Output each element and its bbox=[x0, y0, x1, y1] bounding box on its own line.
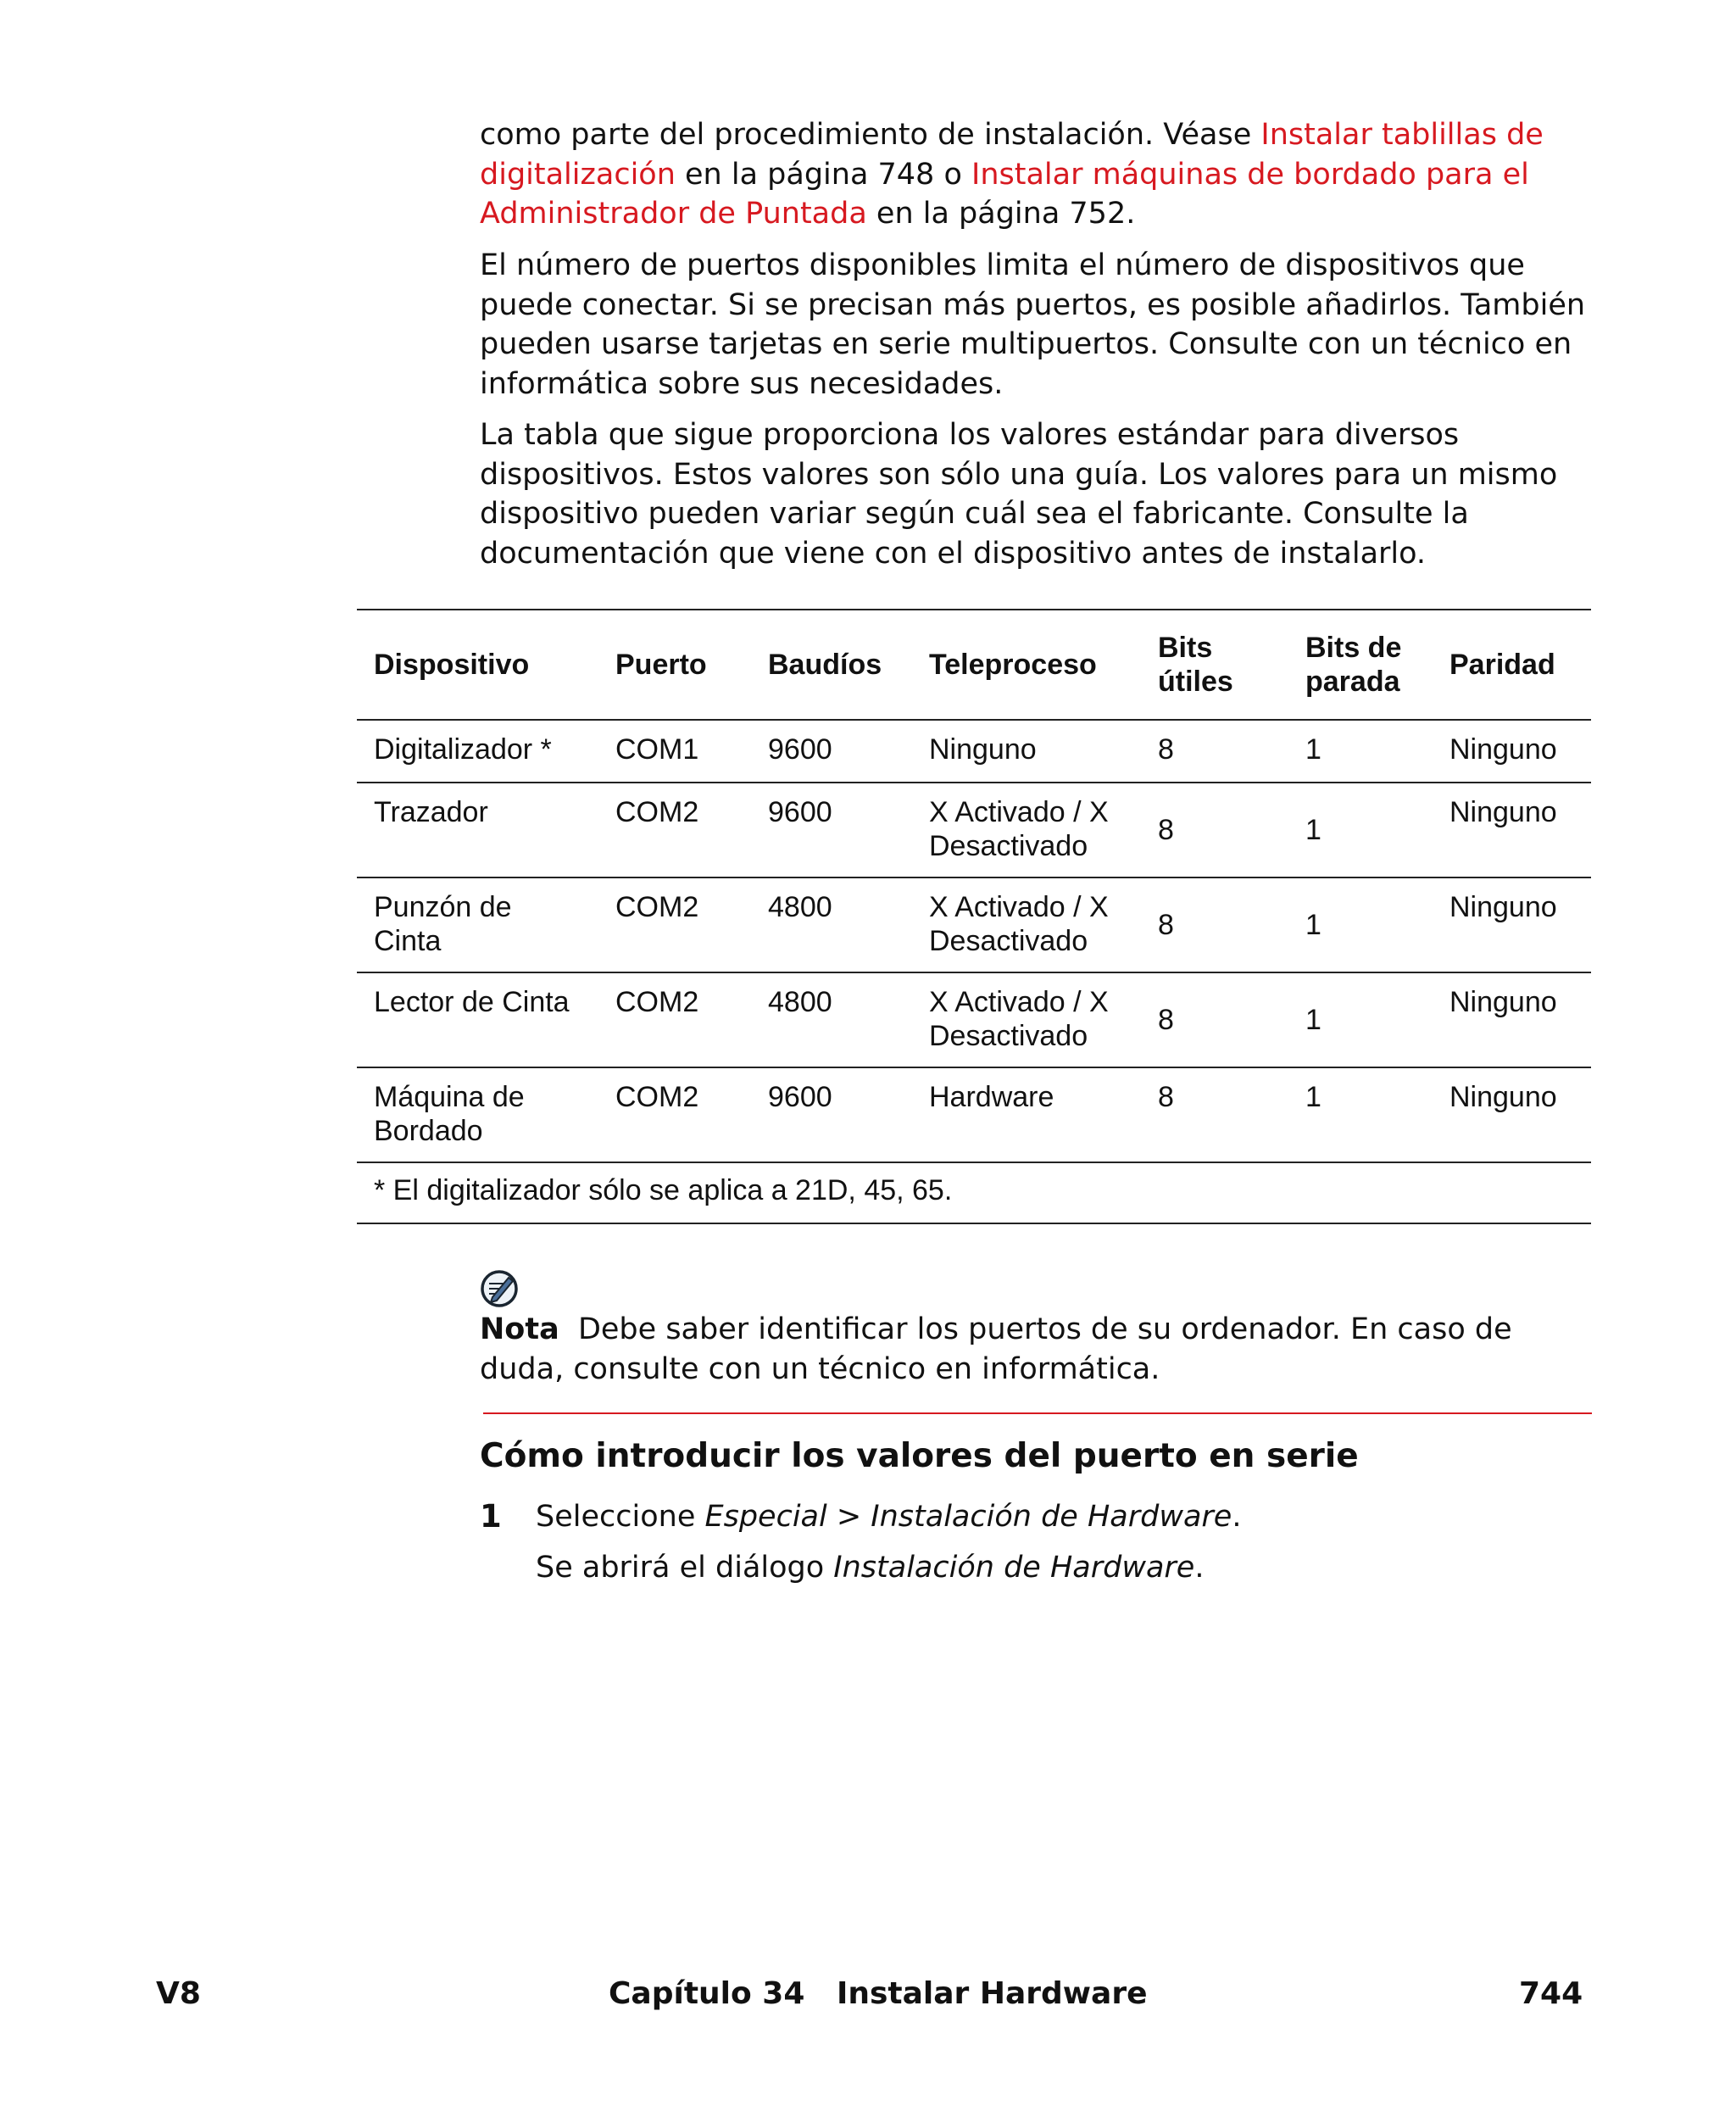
cell-stop: 1 bbox=[1305, 814, 1321, 846]
result-dialog-name: Instalación de Hardware bbox=[833, 1551, 1195, 1585]
header-device: Dispositivo bbox=[374, 649, 530, 681]
cell-stop: 1 bbox=[1305, 1004, 1321, 1036]
cell-stop: 1 bbox=[1305, 1081, 1321, 1113]
cell-parity: Ninguno bbox=[1449, 1081, 1557, 1113]
link-install-digitizer-tablets[interactable]: Instalar tablillas de digitalización bbox=[480, 118, 1544, 192]
paragraph-intro bbox=[480, 115, 1595, 234]
cell-port: COM2 bbox=[615, 796, 699, 828]
header-stop-bits-line1: Bits de bbox=[1305, 632, 1402, 664]
cell-parity: Ninguno bbox=[1449, 891, 1557, 923]
header-bits-useful bbox=[1141, 610, 1288, 720]
header-stop-bits-line2: parada bbox=[1305, 666, 1400, 698]
step-result bbox=[536, 1548, 1204, 1588]
paragraph-text: La tabla que sigue proporciona los valores estándar para diversos dispositivos. Estos valores son sólo una guía. Los valores para un mismo dispositivo pueden variar según cuál sea el fabricante. Consulte la documentación que viene con el dispositivo antes de instalarlo. bbox=[480, 418, 1558, 571]
cell-baud: 9600 bbox=[768, 1081, 832, 1113]
cell-baud: 4800 bbox=[768, 986, 832, 1018]
cell-teleprocess: Hardware bbox=[929, 1081, 1054, 1113]
step-instruction bbox=[536, 1497, 1241, 1537]
cell-stop: 1 bbox=[1305, 909, 1321, 941]
table-row bbox=[357, 972, 1591, 1067]
section-heading: Cómo introducir los valores del puerto en serie bbox=[480, 1437, 1359, 1475]
cell-baud: 9600 bbox=[768, 733, 832, 766]
cell-port: COM2 bbox=[615, 986, 699, 1018]
cell-port: COM2 bbox=[615, 891, 699, 923]
result-suffix: . bbox=[1194, 1551, 1205, 1585]
step-menu-path: Especial > Instalación de Hardware bbox=[704, 1500, 1232, 1534]
section-divider bbox=[483, 1412, 1592, 1414]
cell-bits: 8 bbox=[1158, 1081, 1174, 1113]
step-prefix: Seleccione bbox=[536, 1500, 705, 1534]
cell-baud: 9600 bbox=[768, 796, 832, 828]
cell-teleprocess: Ninguno bbox=[929, 733, 1037, 766]
cell-baud: 4800 bbox=[768, 891, 832, 923]
step-number: 1 bbox=[480, 1498, 502, 1535]
cell-device: Lector de Cinta bbox=[374, 986, 570, 1018]
cell-teleprocess-line2: Desactivado bbox=[929, 925, 1088, 957]
cell-device: Digitalizador * bbox=[374, 733, 552, 766]
note-pencil-icon bbox=[480, 1269, 519, 1308]
link-install-embroidery-machines[interactable]: Instalar máquinas de bordado para el Administrador de Puntada bbox=[480, 157, 1529, 231]
device-settings-table bbox=[357, 609, 1591, 1224]
note-text: Debe saber identificar los puertos de su ordenador. En caso de duda, consulte con un técnico en informática. bbox=[480, 1312, 1512, 1386]
cell-teleprocess-line1: X Activado / X bbox=[929, 891, 1109, 923]
table-row bbox=[357, 720, 1591, 783]
cell-bits: 8 bbox=[1158, 814, 1174, 846]
cell-parity: Ninguno bbox=[1449, 796, 1557, 828]
result-prefix: Se abrirá el diálogo bbox=[536, 1551, 834, 1585]
footer-page-number: 744 bbox=[1519, 1976, 1583, 2011]
table-footnote-row bbox=[357, 1162, 1591, 1223]
note-label: Nota bbox=[480, 1312, 559, 1346]
step-suffix: . bbox=[1232, 1500, 1242, 1534]
cell-bits: 8 bbox=[1158, 909, 1174, 941]
cell-teleprocess-line2: Desactivado bbox=[929, 1020, 1088, 1052]
header-port: Puerto bbox=[615, 649, 707, 681]
cell-teleprocess-line1: X Activado / X bbox=[929, 796, 1109, 828]
header-baud: Baudíos bbox=[768, 649, 882, 681]
cell-teleprocess-line2: Desactivado bbox=[929, 830, 1088, 862]
paragraph-text: en la página 748 o bbox=[675, 157, 971, 192]
cell-device-line1: Máquina de bbox=[374, 1081, 525, 1113]
footer-version: V8 bbox=[156, 1976, 201, 2011]
header-teleprocess: Teleproceso bbox=[929, 649, 1097, 681]
footer-chapter: Capítulo 34 Instalar Hardware bbox=[609, 1976, 1148, 2011]
paragraph-text: El número de puertos disponibles limita el número de dispositivos que puede conectar. Si se precisan más puertos, es posible añadirlos. También pueden usarse tarjetas en serie multipuertos. Consulte con un técnico en informática sobre sus necesidades. bbox=[480, 248, 1586, 401]
table-row bbox=[357, 783, 1591, 877]
header-parity: Paridad bbox=[1449, 649, 1555, 681]
header-stop-bits bbox=[1288, 610, 1433, 720]
cell-teleprocess bbox=[912, 783, 1141, 877]
cell-device-line2: Bordado bbox=[374, 1115, 483, 1147]
cell-device bbox=[357, 1067, 598, 1162]
cell-bits: 8 bbox=[1158, 1004, 1174, 1036]
cell-teleprocess bbox=[912, 877, 1141, 972]
cell-device-line1: Punzón de bbox=[374, 891, 512, 923]
paragraph-text: como parte del procedimiento de instalación. Véase bbox=[480, 118, 1261, 152]
paragraph-table-intro bbox=[480, 415, 1595, 573]
paragraph-text: en la página 752. bbox=[866, 197, 1136, 231]
table-header-row bbox=[357, 610, 1591, 720]
cell-bits: 8 bbox=[1158, 733, 1174, 766]
cell-teleprocess bbox=[912, 972, 1141, 1067]
header-bits-useful-line2: útiles bbox=[1158, 666, 1233, 698]
cell-device-line2: Cinta bbox=[374, 925, 442, 957]
table-row bbox=[357, 877, 1591, 972]
cell-parity: Ninguno bbox=[1449, 986, 1557, 1018]
cell-port: COM1 bbox=[615, 733, 699, 766]
cell-teleprocess-line1: X Activado / X bbox=[929, 986, 1109, 1018]
table-footnote: * El digitalizador sólo se aplica a 21D, 45, 65. bbox=[374, 1174, 953, 1206]
header-bits-useful-line1: Bits bbox=[1158, 632, 1213, 664]
note-box bbox=[480, 1269, 1595, 1389]
table-row bbox=[357, 1067, 1591, 1162]
paragraph-ports bbox=[480, 246, 1595, 404]
cell-device: Trazador bbox=[374, 796, 488, 828]
cell-parity: Ninguno bbox=[1449, 733, 1557, 766]
cell-device bbox=[357, 877, 598, 972]
cell-stop: 1 bbox=[1305, 733, 1321, 766]
cell-port: COM2 bbox=[615, 1081, 699, 1113]
